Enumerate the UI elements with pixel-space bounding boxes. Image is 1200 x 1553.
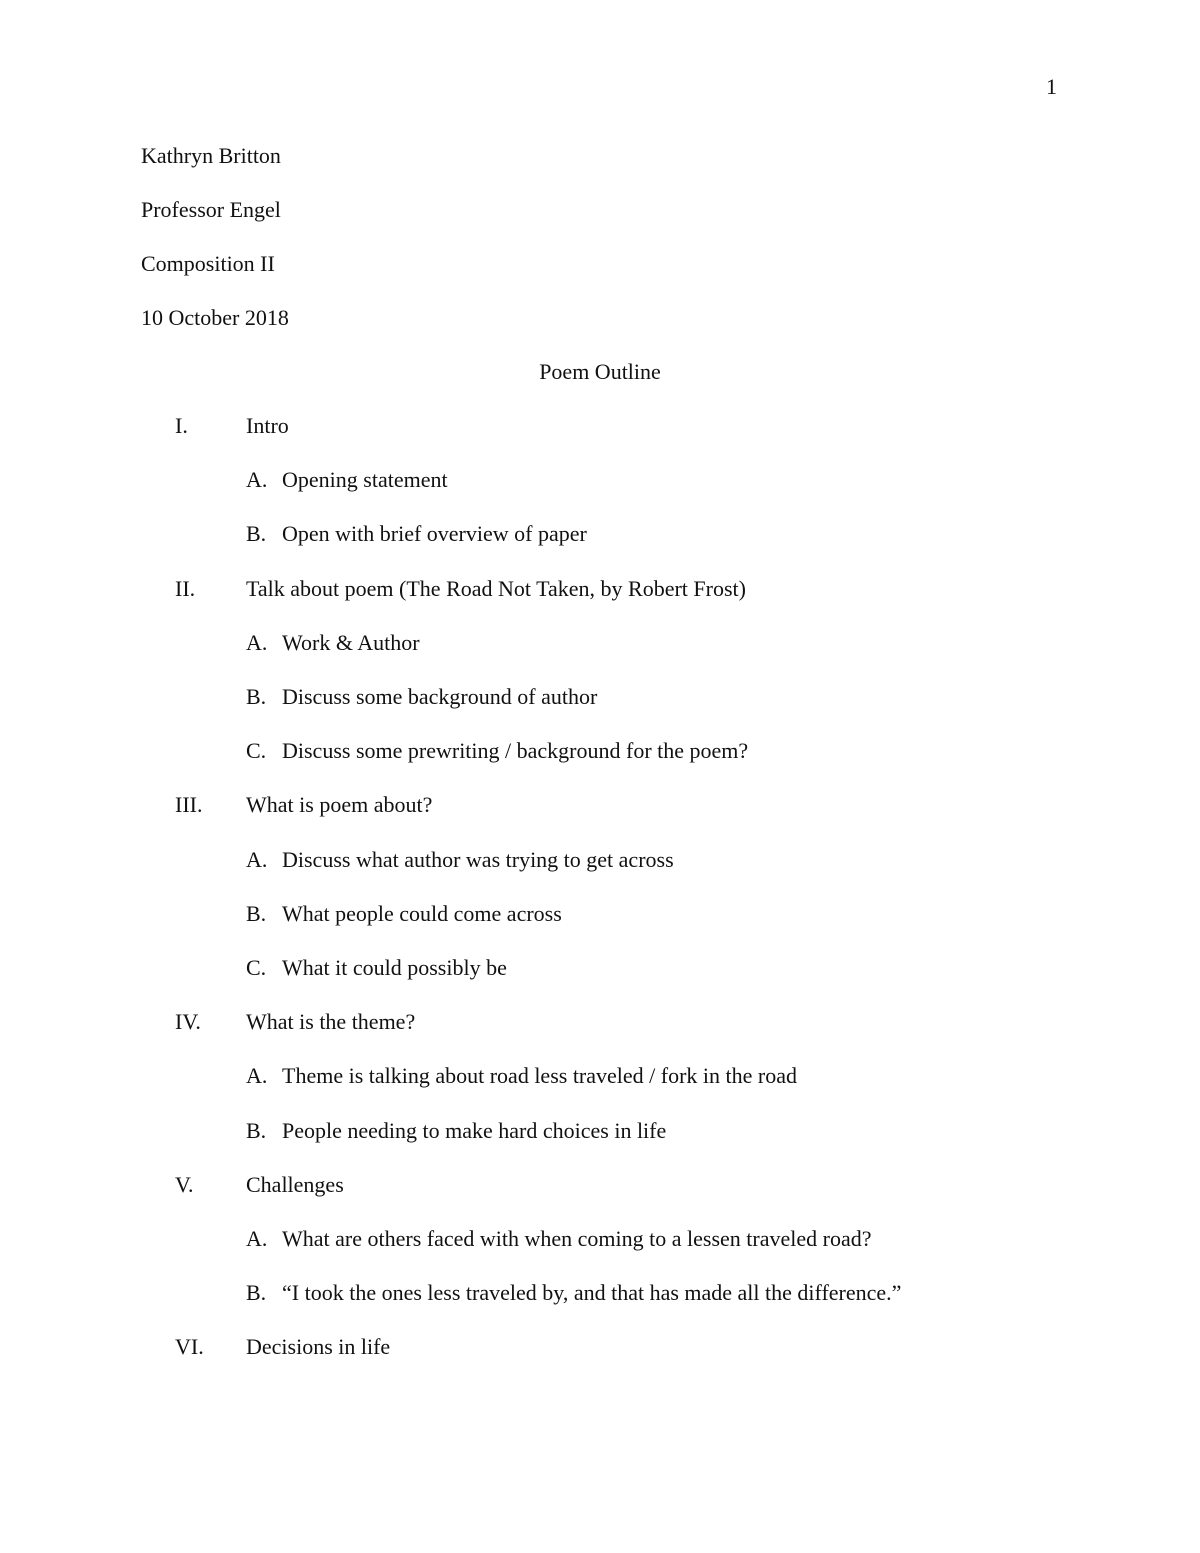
subitem-letter: B.: [246, 1118, 267, 1143]
subitem-text: Discuss what author was trying to get across: [282, 847, 674, 872]
outline-subitem: [0, 1280, 1200, 1306]
outline-subitem: [0, 1118, 1200, 1144]
author-name: Kathryn Britton: [141, 143, 281, 168]
section-numeral: II.: [175, 576, 196, 601]
outline-section: [0, 792, 1200, 818]
outline-section: [0, 576, 1200, 602]
subitem-letter: A.: [246, 467, 268, 492]
subitem-text: Open with brief overview of paper: [282, 521, 587, 546]
section-heading: Challenges: [246, 1172, 344, 1197]
page-number: 1: [1046, 74, 1057, 99]
outline-section: [0, 1009, 1200, 1035]
subitem-letter: B.: [246, 521, 267, 546]
outline-subitem: [0, 955, 1200, 981]
subitem-text: Discuss some prewriting / background for the poem?: [282, 738, 749, 763]
section-numeral: IV.: [175, 1009, 201, 1034]
outline-subitem: [0, 847, 1200, 873]
section-numeral: V.: [175, 1172, 194, 1197]
subitem-letter: A.: [246, 630, 268, 655]
outline-section: [0, 1334, 1200, 1360]
section-heading: Intro: [246, 413, 289, 438]
section-heading: What is the theme?: [246, 1009, 416, 1034]
section-numeral: VI.: [175, 1334, 204, 1359]
section-heading: Talk about poem (The Road Not Taken, by Robert Frost): [246, 576, 746, 601]
outline-subitem: [0, 684, 1200, 710]
subitem-text: Opening statement: [282, 467, 448, 492]
subitem-letter: C.: [246, 738, 267, 763]
subitem-letter: B.: [246, 684, 267, 709]
subitem-letter: A.: [246, 1063, 268, 1088]
course-name: Composition II: [141, 251, 275, 276]
outline-subitem: [0, 630, 1200, 656]
subitem-letter: C.: [246, 955, 267, 980]
subitem-text: Work & Author: [282, 630, 420, 655]
outline-subitem: [0, 1226, 1200, 1252]
subitem-text: Discuss some background of author: [282, 684, 598, 709]
subitem-text: People needing to make hard choices in life: [282, 1118, 667, 1143]
subitem-text: What it could possibly be: [282, 955, 507, 980]
instructor-name: Professor Engel: [141, 197, 281, 222]
page-title: Poem Outline: [539, 359, 661, 384]
outline-subitem: [0, 738, 1200, 764]
outline-section: [0, 413, 1200, 439]
subitem-letter: B.: [246, 1280, 267, 1305]
outline-subitem: [0, 1063, 1200, 1089]
subitem-letter: A.: [246, 847, 268, 872]
section-heading: Decisions in life: [246, 1334, 391, 1359]
section-numeral: I.: [175, 413, 188, 438]
subitem-letter: B.: [246, 901, 267, 926]
outline-subitem: [0, 467, 1200, 493]
section-heading: What is poem about?: [246, 792, 433, 817]
subitem-text: “I took the ones less traveled by, and that has made all the difference.”: [282, 1280, 902, 1305]
subitem-text: What are others faced with when coming to a lessen traveled road?: [282, 1226, 872, 1251]
document-date: 10 October 2018: [141, 305, 289, 330]
subitem-letter: A.: [246, 1226, 268, 1251]
subitem-text: What people could come across: [282, 901, 562, 926]
outline-section: [0, 1172, 1200, 1198]
subitem-text: Theme is talking about road less traveled / fork in the road: [282, 1063, 798, 1088]
outline-subitem: [0, 521, 1200, 547]
section-numeral: III.: [175, 792, 203, 817]
outline-subitem: [0, 901, 1200, 927]
